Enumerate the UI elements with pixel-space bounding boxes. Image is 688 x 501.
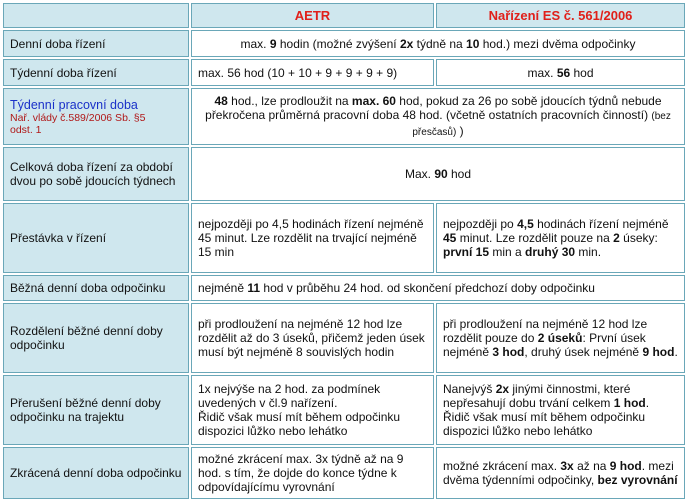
- row-label: Zkrácená denní doba odpočinku: [3, 447, 189, 499]
- row-daily-driving: [3, 30, 685, 57]
- row-weekly-driving: [3, 59, 685, 86]
- row-label: Týdenní doba řízení: [3, 59, 189, 86]
- value-cell-eu: možné zkrácení max. 3x až na 9 hod. mezi dvěma týdenními odpočinky, bez vyrovnání: [436, 447, 685, 499]
- value-cell-shared: nejméně 11 hod v průběhu 24 hod. od skončení předchozí doby odpočinku: [191, 275, 685, 301]
- value-cell-eu: Nanejvýš 2x jinými činnostmi, které nepřesahují dobu trvání celkem 1 hod. Řidič však musí mít během odpočinku dispozici lůžko nebo lehátko: [436, 375, 685, 445]
- value-cell-shared: max. 9 hodin (možné zvýšení 2x týdně na 10 hod.) mezi dvěma odpočinky: [191, 30, 685, 57]
- row-label-legal-ref-cont: odst. 1: [10, 123, 42, 136]
- row-weekly-working: [3, 88, 685, 145]
- row-label: Rozdělení běžné denní doby odpočinku: [3, 303, 189, 373]
- header-eu-regulation: Nařízení ES č. 561/2006: [436, 3, 685, 28]
- row-split-rest: [3, 303, 685, 373]
- header-aetr: AETR: [191, 3, 434, 28]
- value-cell-eu: při prodloužení na nejméně 12 hod lze rozdělit pouze do 2 úseků: První úsek nejméně 3 hod, druhý úsek nejméně 9 hod.: [436, 303, 685, 373]
- header-corner-cell: [3, 3, 189, 28]
- row-label: Přestávka v řízení: [3, 203, 189, 273]
- row-label: [3, 88, 189, 145]
- comparison-table: [1, 1, 687, 501]
- value-cell-shared: 48 hod., lze prodloužit na max. 60 hod, pokud za 26 po sobě jdoucích týdnů nebude překročena průměrná pracovní doba 48 hod. (včetně ostatních pracovních činností) (bez přesčasů) ): [191, 88, 685, 145]
- value-cell-shared: Max. 90 hod: [191, 147, 685, 201]
- value-cell-eu: nejpozději po 4,5 hodinách řízení nejméně 45 minut. Lze rozdělit pouze na 2 úseky: první 15 min a druhý 30 min.: [436, 203, 685, 273]
- row-break: [3, 203, 685, 273]
- row-label: Běžná denní doba odpočinku: [3, 275, 189, 301]
- value-cell-aetr: nejpozději po 4,5 hodinách řízení nejméně 45 minut. Lze rozdělit na trvající nejméně 15 min: [191, 203, 434, 273]
- header-row: [3, 3, 685, 28]
- row-label: Celková doba řízení za období dvou po sobě jdoucích týdnech: [3, 147, 189, 201]
- value-cell-aetr: 1x nejvýše na 2 hod. za podmínek uvedených v čl.9 nařízení. Řidič však musí mít během odpočinku dispozici lůžko nebo lehátko: [191, 375, 434, 445]
- row-label-title: Týdenní pracovní doba: [10, 97, 138, 112]
- value-cell-aetr: možné zkrácení max. 3x týdně až na 9 hod. s tím, že dojde do konce týdne k odpovídajícímu vyrovnání: [191, 447, 434, 499]
- row-label-legal-ref: Nař. vlády č.589/2006 Sb. §5: [10, 111, 146, 124]
- row-label: Přerušení běžné denní doby odpočinku na trajektu: [3, 375, 189, 445]
- value-cell-aetr: max. 56 hod (10 + 10 + 9 + 9 + 9 + 9): [191, 59, 434, 86]
- row-reduced-rest: [3, 447, 685, 499]
- row-interrupt-rest: [3, 375, 685, 445]
- value-cell-eu: max. 56 hod: [436, 59, 685, 86]
- row-daily-rest: [3, 275, 685, 301]
- value-cell-aetr: při prodloužení na nejméně 12 hod lze rozdělit až do 3 úseků, přičemž jeden úsek musí být nejméně 8 souvislých hodin: [191, 303, 434, 373]
- row-total-two-weeks: [3, 147, 685, 201]
- row-label: Denní doba řízení: [3, 30, 189, 57]
